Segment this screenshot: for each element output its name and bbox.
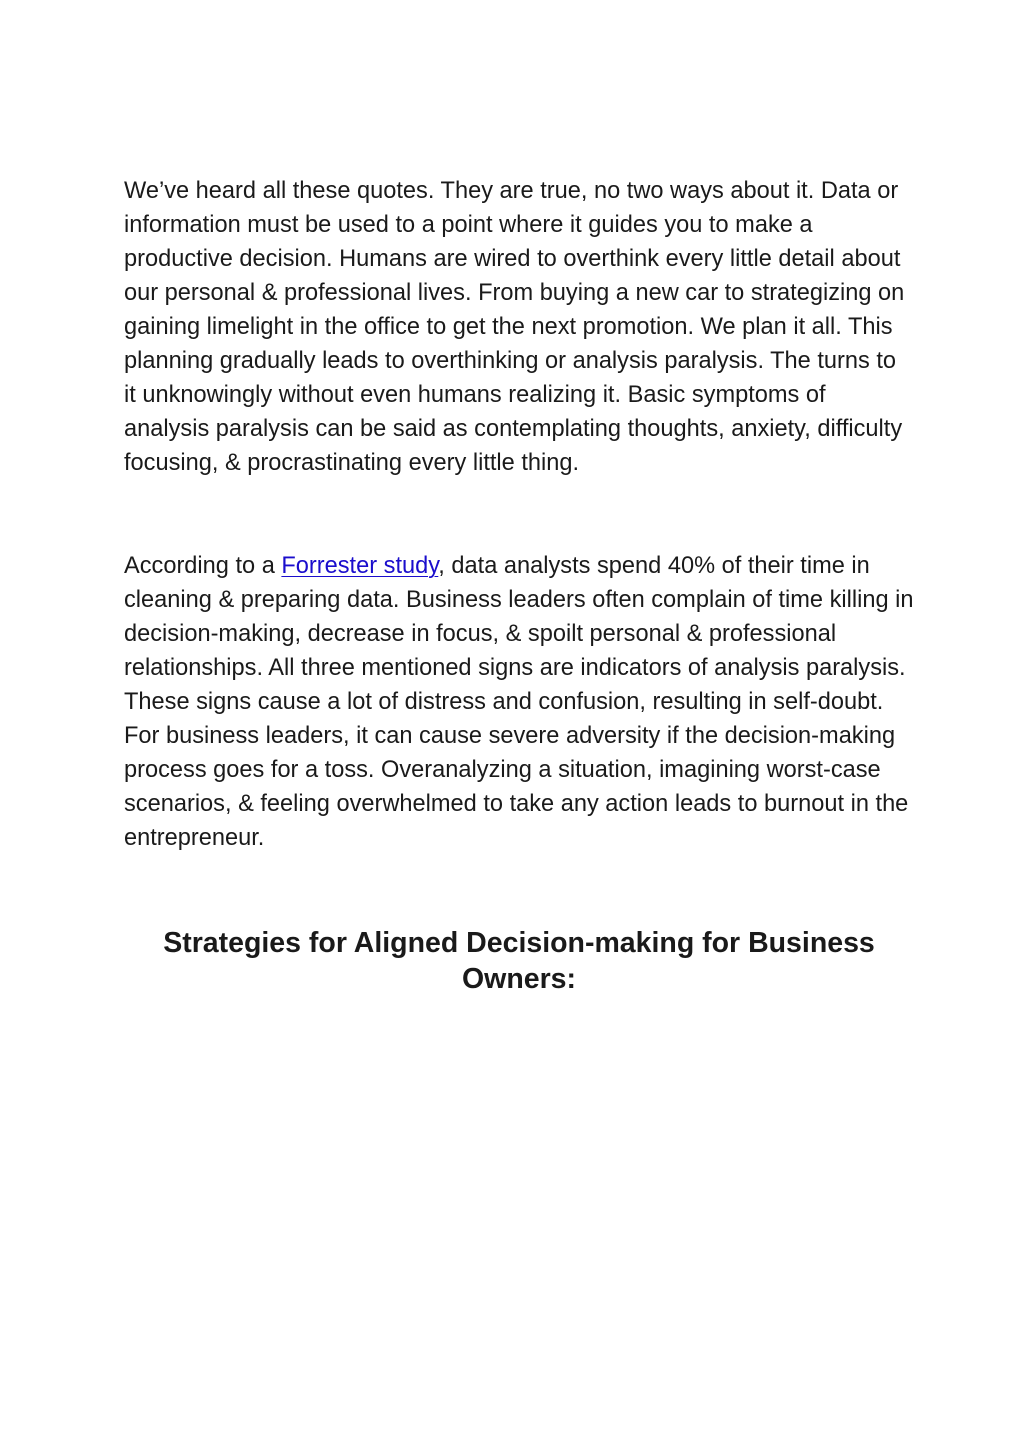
section-heading: Strategies for Aligned Decision-making for Business Owners: xyxy=(163,927,875,995)
paragraph-intro: We’ve heard all these quotes. They are true, no two ways about it. Data or information must be used to a point where it guides you to make a productive decision. Humans are wired to overthink every little detail about our personal & professional lives. From buying a new car to strategizing on gaining limelight in the office to get the next promotion. We plan it all. This planning gradually leads to overthinking or analysis paralysis. The turns to it unknowingly without even humans realizing it. Basic symptoms of analysis paralysis can be said as contemplating thoughts, anxiety, difficulty focusing, & procrastinating every little thing. xyxy=(124,178,905,476)
paragraph-text-after-link: , data analysts spend 40% of their time in cleaning & preparing data. Business leaders often complain of time killing in decision-making, decrease in focus, & spoilt personal & professional relationships. All three mentioned signs are indicators of analysis paralysis. These signs cause a lot of distress and confusion, resulting in self-doubt. For business leaders, it can cause severe adversity if the decision-making process goes for a toss. Overanalyzing a situation, imagining worst-case scenarios, & feeling overwhelmed to take any action leads to burnout in the entrepreneur. xyxy=(124,553,914,851)
forrester-study-link[interactable]: Forrester study xyxy=(281,553,439,579)
paragraph-forrester xyxy=(124,549,914,855)
document-body xyxy=(124,174,914,997)
paragraph-text-before-link: According to a xyxy=(124,553,282,579)
